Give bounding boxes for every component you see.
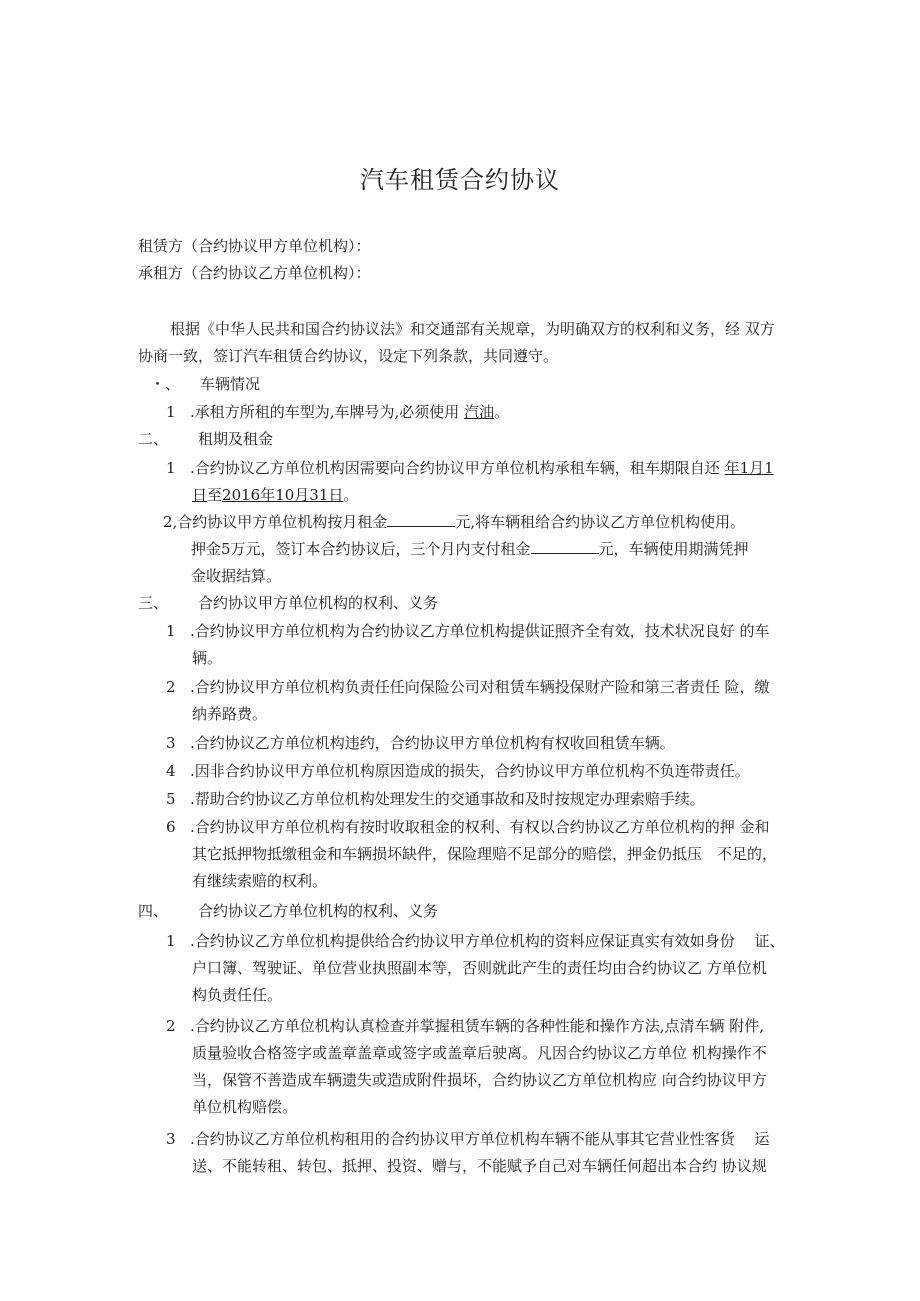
section-3-item-6: [166, 814, 791, 895]
item-text: 纳养路费。: [192, 705, 268, 723]
section-4-heading: [138, 900, 438, 921]
section-2-number: 二、: [138, 430, 169, 448]
item-text: .帮助合约协议乙方单位机构处理发生的交通事故和及时按规定办理索赔手续。: [190, 790, 705, 808]
deposit-text-3: 金收据结算。: [191, 567, 282, 585]
item-end: 。: [494, 403, 510, 421]
monthly-rent-blank: [387, 512, 455, 527]
section-3-item-1: [166, 618, 791, 672]
item-text: .合约协议乙方单位机构提供给合约协议甲方单位机构的资料应保证真实有效如身份 证、: [190, 932, 785, 950]
section-2-item-1: [166, 455, 791, 509]
intro-paragraph: [138, 316, 788, 370]
item-number: 2: [166, 1017, 176, 1035]
item-text: 送、不能转租、转包、抵押、投资、赠与，不能赋予自己对车辆任何超出本合约 协议规: [192, 1157, 767, 1175]
item-number: 2: [166, 678, 176, 696]
section-3-title: 合约协议甲方单位机构的权利、义务: [198, 594, 439, 612]
section-1-number: ・、: [150, 375, 181, 393]
rent-amount-blank: [531, 539, 599, 554]
item-text: .合约协议乙方单位机构违约，合约协议甲方单位机构有权收回租赁车辆。: [190, 734, 675, 752]
deposit-text-2: 元，车辆使用期满凭押: [598, 540, 749, 558]
rent-text-2: 元,将车辆租给合约协议乙方单位机构使用。: [455, 513, 746, 531]
end-date: 2016年10月31日: [222, 486, 344, 504]
section-4-item-2: [166, 1013, 791, 1121]
item-number: 3: [166, 1130, 176, 1148]
section-2-item-2: [163, 509, 793, 590]
rent-text: 2,合约协议甲方单位机构按月租金: [163, 513, 388, 531]
deposit-text: 押金5万元，签订本合约协议后，三个月内支付租金: [191, 540, 531, 558]
item-text: .合约协议乙方单位机构因需要向合约协议甲方单位机构承租车辆，租车期限自还: [190, 459, 720, 477]
section-3-item-5: [166, 786, 791, 813]
item-text: 其它抵押物抵缴租金和车辆损坏缺件，保险理赔不足部分的赔偿，押金仍抵压 不足的，: [192, 845, 778, 863]
item-text: 当，保管不善造成车辆遗失或造成附件损坏，合约协议乙方单位机构应 向合约协议甲方: [192, 1071, 767, 1089]
section-1-heading: [150, 373, 260, 394]
section-4-number: 四、: [138, 902, 169, 920]
section-2-heading: [138, 428, 273, 449]
section-3-number: 三、: [138, 594, 169, 612]
item-number: 1: [166, 622, 176, 640]
item-number: 3: [166, 734, 176, 752]
date-connector: 至: [207, 486, 223, 504]
document-title: 汽车租赁合约协议: [360, 166, 560, 194]
section-4-item-1: [166, 928, 791, 1009]
item-text: 单位机构赔偿。: [192, 1098, 298, 1116]
lessee-line: 承租方（合约协议乙方单位机构）：: [138, 264, 371, 282]
fuel-type: 汽油: [464, 403, 495, 421]
start-date-day: 日: [192, 486, 208, 504]
item-number: 4: [166, 762, 176, 780]
section-4-title: 合约协议乙方单位机构的权利、义务: [198, 902, 439, 920]
item-text: .合约协议乙方单位机构租用的合约协议甲方单位机构车辆不能从事其它营业性客货 运: [190, 1130, 770, 1148]
item-number: 1: [166, 932, 176, 950]
item-text: .承租方所租的车型为,车牌号为,必须使用: [190, 403, 460, 421]
section-3-item-4: [166, 758, 791, 785]
item-end: 。: [343, 486, 359, 504]
item-text: .合约协议甲方单位机构有按时收取租金的权利、有权以合约协议乙方单位机构的押 金和: [190, 818, 770, 836]
section-4-item-3: [166, 1126, 791, 1180]
intro-line-2: 协商一致，签订汽车租赁合约协议，设定下列条款，共同遵守。: [138, 347, 559, 365]
section-2-title: 租期及租金: [198, 430, 274, 448]
item-text: 有继续索赔的权利。: [192, 872, 328, 890]
item-text: .因非合约协议甲方单位机构原因造成的损失，合约协议甲方单位机构不负连带责任。: [190, 762, 750, 780]
item-number: 5: [166, 790, 176, 808]
item-text: .合约协议甲方单位机构为合约协议乙方单位机构提供证照齐全有效，技术状况良好 的车: [190, 622, 770, 640]
section-3-heading: [138, 592, 438, 613]
item-text: .合约协议乙方单位机构认真检查并掌握租赁车辆的各种性能和操作方法,点清车辆 附件,: [190, 1017, 765, 1035]
item-number: 1: [166, 403, 176, 421]
start-date-part: 年1月1: [724, 459, 774, 477]
item-text: 辆。: [192, 649, 223, 667]
item-number: 6: [166, 818, 176, 836]
section-3-item-3: [166, 730, 791, 757]
section-3-item-2: [166, 674, 791, 728]
item-text: .合约协议甲方单位机构负责任任向保险公司对租赁车辆投保财产险和第三者责任 险，缴: [190, 678, 770, 696]
item-number: 1: [166, 459, 176, 477]
lessor-line: 租赁方（合约协议甲方单位机构）：: [138, 237, 371, 255]
item-text: 构负责任任。: [192, 986, 283, 1004]
section-1-item-1: [166, 399, 791, 426]
item-text: 质量验收合格签字或盖章盖章或签字或盖章后驶离。凡因合约协议乙方单位 机构操作不: [192, 1044, 767, 1062]
intro-line-1: 根据《中华人民共和国合约协议法》和交通部有关规章，为明确双方的权利和义务，经 双方: [170, 320, 775, 338]
section-1-title: 车辆情况: [200, 375, 261, 393]
item-text: 户口簿、驾驶证、单位营业执照副本等，否则就此产生的责任均由合约协议乙 方单位机: [192, 959, 767, 977]
